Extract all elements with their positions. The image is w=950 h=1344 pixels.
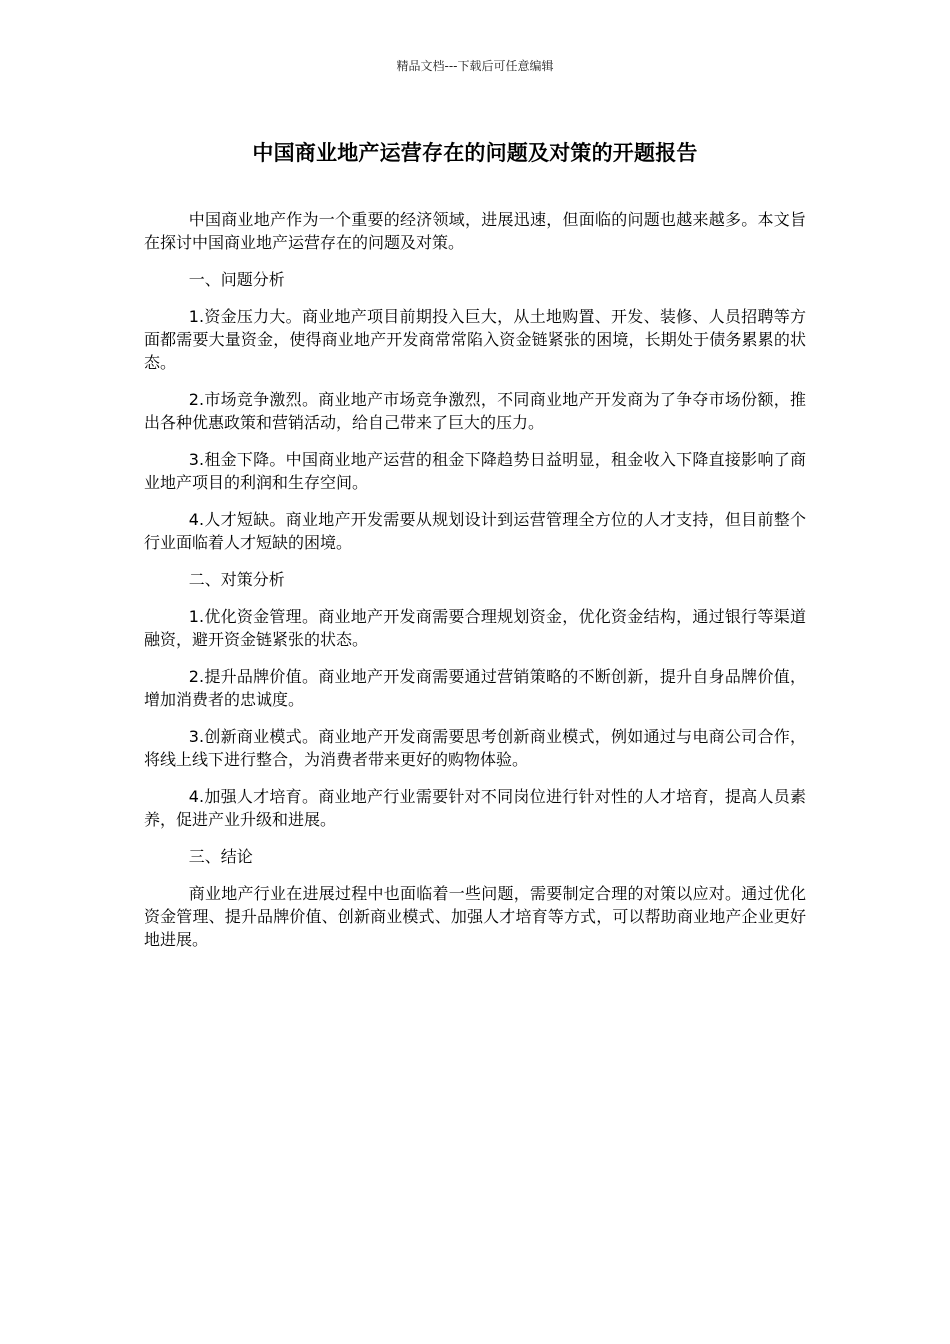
countermeasure-item: 2.提升品牌价值。商业地产开发商需要通过营销策略的不断创新，提升自身品牌价值，增加消费者的忠诚度。: [144, 667, 806, 709]
problem-item: 2.市场竞争激烈。商业地产市场竞争激烈，不同商业地产开发商为了争夺市场份额，推出各种优惠政策和营销活动，给自己带来了巨大的压力。: [144, 390, 806, 432]
header-note: 精品文档---下载后可任意编辑: [396, 59, 554, 73]
problem-item: 1.资金压力大。商业地产项目前期投入巨大，从土地购置、开发、装修、人员招聘等方面都需要大量资金，使得商业地产开发商常常陷入资金链紧张的困境，长期处于债务累累的状态。: [144, 307, 806, 372]
section-heading-conclusion: 三、结论: [188, 847, 253, 866]
section-heading-problems: 一、问题分析: [188, 270, 285, 289]
conclusion-paragraph: 商业地产行业在进展过程中也面临着一些问题，需要制定合理的对策以应对。通过优化资金管理、提升品牌价值、创新商业模式、加强人才培育等方式，可以帮助商业地产企业更好地进展。: [144, 884, 806, 949]
document-body: [144, 208, 806, 965]
intro-paragraph: 中国商业地产作为一个重要的经济领域，进展迅速，但面临的问题也越来越多。本文旨在探讨中国商业地产运营存在的问题及对策。: [144, 210, 806, 252]
document-title: 中国商业地产运营存在的问题及对策的开题报告: [252, 141, 698, 165]
countermeasure-item: 1.优化资金管理。商业地产开发商需要合理规划资金，优化资金结构，通过银行等渠道融资，避开资金链紧张的状态。: [144, 607, 806, 649]
countermeasure-item: 4.加强人才培育。商业地产行业需要针对不同岗位进行针对性的人才培育，提高人员素养，促进产业升级和进展。: [144, 787, 806, 829]
problem-item: 4.人才短缺。商业地产开发需要从规划设计到运营管理全方位的人才支持，但目前整个行业面临着人才短缺的困境。: [144, 510, 806, 552]
section-heading-countermeasures: 二、对策分析: [188, 570, 285, 589]
countermeasure-item: 3.创新商业模式。商业地产开发商需要思考创新商业模式，例如通过与电商公司合作，将线上线下进行整合，为消费者带来更好的购物体验。: [144, 727, 806, 769]
problem-item: 3.租金下降。中国商业地产运营的租金下降趋势日益明显，租金收入下降直接影响了商业地产项目的利润和生存空间。: [144, 450, 806, 492]
